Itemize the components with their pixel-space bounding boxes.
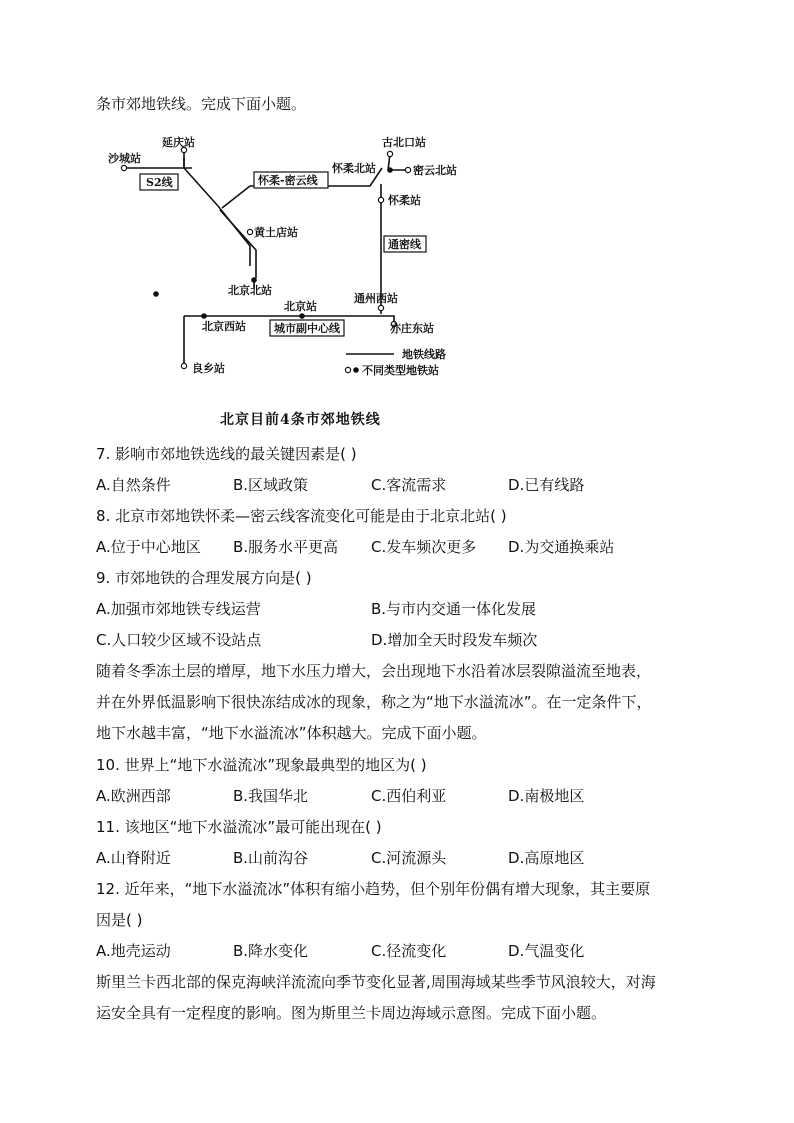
question-12-option-c: C.径流变化 <box>371 942 447 960</box>
question-7-option-d: D.已有线路 <box>508 476 585 494</box>
stray-dot-marker <box>153 291 159 297</box>
legend-station-label: 不同类型地铁站 <box>362 364 439 377</box>
passage-2-line-1: 随着冬季冻土层的增厚，地下水压力增大，会出现地下水沿着冰层裂隙溢流至地表， <box>96 662 652 680</box>
question-10-option-a: A.欧洲西部 <box>96 787 171 805</box>
question-7-option-a: A.自然条件 <box>96 476 171 494</box>
tongmi-line-label: 通密线 <box>388 238 421 251</box>
question-11-option-d: D.高原地区 <box>508 849 585 867</box>
passage-2-line-2: 并在外界低温影响下很快冻结成冰的现象，称之为“地下水溢流冰”。在一定条件下， <box>96 693 652 711</box>
question-11-stem: 11. 该地区“地下水溢流冰”最可能出现在( ) <box>96 818 382 836</box>
map-caption: 北京目前4条市郊地铁线 <box>220 412 381 428</box>
question-10-option-c: C.西伯利亚 <box>371 787 447 805</box>
s2-to-huangtudian <box>218 206 250 266</box>
question-12-stem-line-1: 12. 近年来，“地下水溢流冰”体积有缩小趋势，但个别年份偶有增大现象，其主要原 <box>96 880 651 898</box>
question-11-option-a: A.山脊附近 <box>96 849 171 867</box>
huairou-miyun-line-label: 怀柔-密云线 <box>258 174 318 187</box>
question-8-option-d: D.为交通换乘站 <box>508 538 615 556</box>
liangxiang-station-marker <box>181 363 186 368</box>
beijing-suburban-railway-map <box>100 128 480 398</box>
shacheng-label: 沙城站 <box>108 152 141 165</box>
question-8-option-b: B.服务水平更高 <box>233 538 339 556</box>
miyun-north-station-marker <box>405 167 410 172</box>
question-8-option-c: C.发车频次更多 <box>371 538 477 556</box>
passage-2-line-3: 地下水越丰富，“地下水溢流冰”体积越大。完成下面小题。 <box>96 724 487 742</box>
question-10-option-d: D.南极地区 <box>508 787 585 805</box>
huairou-miyun-line-south <box>220 210 256 278</box>
question-9-option-c: C.人口较少区域不设站点 <box>96 631 262 649</box>
question-7-option-c: C.客流需求 <box>371 476 447 494</box>
question-9-option-d: D.增加全天时段发车频次 <box>371 631 538 649</box>
gubeikou-station-marker <box>387 151 392 156</box>
question-9-option-b: B.与市内交通一体化发展 <box>371 600 537 618</box>
question-11-option-b: B.山前沟谷 <box>233 849 309 867</box>
beijing-north-station-marker <box>251 277 257 283</box>
beijing-label: 北京站 <box>284 300 317 313</box>
huairou-station-marker <box>378 197 383 202</box>
huairou-north-station-marker <box>387 167 393 173</box>
question-12-option-b: B.降水变化 <box>233 942 309 960</box>
beijing-station-marker <box>299 313 305 319</box>
beijing-west-label: 北京西站 <box>202 320 246 333</box>
question-11-option-c: C.河流源头 <box>371 849 447 867</box>
huairou-label: 怀柔站 <box>388 194 421 207</box>
gubeikou-label: 古北口站 <box>382 136 426 149</box>
s2-line-segment-c <box>184 158 218 206</box>
question-9-stem: 9. 市郊地铁的合理发展方向是( ) <box>96 569 312 587</box>
question-7-option-b: B.区域政策 <box>233 476 309 494</box>
question-10-stem: 10. 世界上“地下水溢流冰”现象最典型的地区为( ) <box>96 756 427 774</box>
miyun-north-label: 密云北站 <box>413 164 457 177</box>
question-8-option-a: A.位于中心地区 <box>96 538 201 556</box>
huangtudian-label: 黄土店站 <box>254 226 298 239</box>
liangxiang-label: 良乡站 <box>192 362 225 375</box>
huangtudian-station-marker <box>247 229 252 234</box>
city-sub-center-line-label: 城市副中心线 <box>274 322 340 335</box>
railway-map-svg <box>100 128 480 398</box>
question-12-option-d: D.气温变化 <box>508 942 585 960</box>
tongzhou-west-label: 通州西站 <box>354 292 398 305</box>
s2-line-label: S2线 <box>146 176 173 189</box>
question-7-stem: 7. 影响市郊地铁选线的最关键因素是( ) <box>96 445 357 463</box>
yizhuang-east-label: 亦庄东站 <box>390 322 434 335</box>
question-8-stem: 8. 北京市郊地铁怀柔—密云线客流变化可能是由于北京北站( ) <box>96 507 507 525</box>
tongzhou-west-station-marker <box>378 305 383 310</box>
passage-3-line-2: 运安全具有一定程度的影响。图为斯里兰卡周边海域示意图。完成下面小题。 <box>96 1004 607 1022</box>
beijing-north-label: 北京北站 <box>228 284 272 297</box>
beijing-west-station-marker <box>201 313 207 319</box>
yanqing-label: 延庆站 <box>162 136 195 149</box>
question-12-stem-line-2: 因是( ) <box>96 911 143 929</box>
passage-3-line-1: 斯里兰卡西北部的保克海峡洋流流向季节变化显著,周围海域某些季节风浪较大，对海 <box>96 973 656 991</box>
intro-text: 条市郊地铁线。完成下面小题。 <box>96 95 307 113</box>
huairou-north-label: 怀柔北站 <box>332 162 376 175</box>
shacheng-station-marker <box>121 165 126 170</box>
legend-station-open-marker <box>345 367 350 372</box>
question-9-option-a: A.加强市郊地铁专线运营 <box>96 600 261 618</box>
legend-station-filled-marker <box>353 367 359 373</box>
legend-line-label: 地铁线路 <box>402 348 446 361</box>
question-10-option-b: B.我国华北 <box>233 787 309 805</box>
question-12-option-a: A.地壳运动 <box>96 942 171 960</box>
